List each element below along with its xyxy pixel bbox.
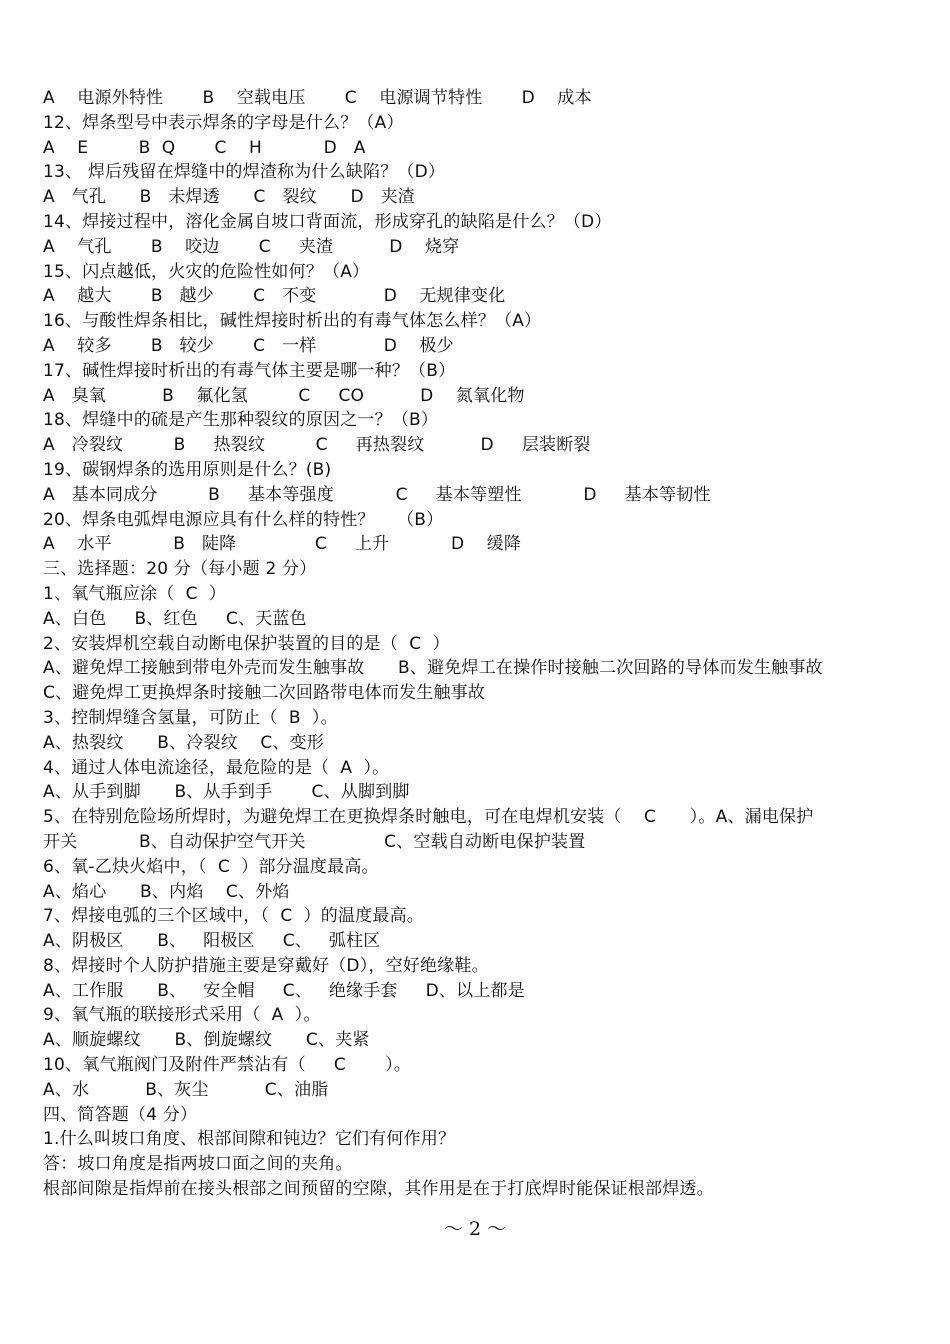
question-line: 8、焊接时个人防护措施主要是穿戴好（D），空好绝缘鞋。 xyxy=(43,955,489,976)
question-line: 1、氧气瓶应涂（ C ） xyxy=(43,583,227,604)
options-line: A、水 B、灰尘 C、油脂 xyxy=(43,1079,329,1100)
question-line: 12、焊条型号中表示焊条的字母是什么？（A） xyxy=(43,112,404,133)
options-line: A 臭氧 B 氟化氢 C CO D 氮氧化物 xyxy=(43,385,525,406)
question-line: 3、控制焊缝含氢量，可防止（ B ）。 xyxy=(43,707,338,728)
answer-line: 答：坡口角度是指两坡口面之间的夹角。 xyxy=(43,1154,353,1175)
question-line: 18、焊缝中的硫是产生那种裂纹的原因之一？（B） xyxy=(43,410,439,431)
question-line: 14、焊接过程中，溶化金属自坡口背面流，形成穿孔的缺陷是什么？（D） xyxy=(43,211,612,232)
options-line: A 冷裂纹 B 热裂纹 C 再热裂纹 D 层装断裂 xyxy=(43,435,591,456)
answer-line: 根部间隙是指焊前在接头根部之间预留的空隙，其作用是在于打底焊时能保证根部焊透。 xyxy=(43,1179,714,1200)
question-line: 20、焊条电弧焊电源应具有什么样的特性？ （B） xyxy=(43,509,444,530)
question-line: 7、焊接电弧的三个区域中，（ C ）的温度最高。 xyxy=(43,906,425,927)
text-line: A 电源外特性 B 空载电压 C 电源调节特性 D 成本 xyxy=(43,88,592,108)
question-line: 9、氧气瓶的联接形式采用（ A ）。 xyxy=(43,1005,321,1026)
options-line: C、避免焊工更换焊条时接触二次回路带电体而发生触事故 xyxy=(43,683,486,704)
section-heading: 四、简答题（4 分） xyxy=(43,1104,198,1125)
options-line: A 较多 B 较少 C 一样 D 极少 xyxy=(43,335,454,356)
options-line: A、阴极区 B、 阳极区 C、 弧柱区 xyxy=(43,931,381,952)
options-line: A 气孔 B 未焊透 C 裂纹 D 夹渣 xyxy=(43,187,415,208)
options-line: A E B Q C H D A xyxy=(43,137,366,158)
options-line: A、避免焊工接触到带电外壳而发生触事故 B、避免焊工在操作时接触二次回路的导体而发生触事故 xyxy=(43,658,823,679)
question-line: 6、氧-乙炔火焰中，（ C ）部分温度最高。 xyxy=(43,856,379,877)
question-line: 4、通过人体电流途径，最危险的是（ A ）。 xyxy=(43,757,390,778)
document-body xyxy=(43,86,913,1202)
options-line: A、工作服 B、 安全帽 C、 绝缘手套 D、以上都是 xyxy=(43,980,525,1001)
options-line: A 气孔 B 咬边 C 夹渣 D 烧穿 xyxy=(43,236,460,257)
question-line: 17、碱性焊接时析出的有毒气体主要是哪一种？（B） xyxy=(43,360,456,381)
options-line: A、顺旋螺纹 B、倒旋螺纹 C、夹紧 xyxy=(43,1030,370,1051)
options-line: 开关 B、自动保护空气开关 C、空载自动断电保护装置 xyxy=(43,831,586,852)
options-line: A、白色 B、红色 C、天蓝色 xyxy=(43,608,307,629)
section-heading: 三、选择题：20 分（每小题 2 分） xyxy=(43,559,317,580)
question-line: 16、与酸性焊条相比，碱性焊接时析出的有毒气体怎么样？（A） xyxy=(43,311,542,332)
question-line: 2、安装焊机空载自动断电保护装置的目的是（ C ） xyxy=(43,633,450,654)
options-line: A、从手到脚 B、从手到手 C、从脚到脚 xyxy=(43,782,410,803)
options-line: A 基本同成分 B 基本等强度 C 基本等塑性 D 基本等韧性 xyxy=(43,484,711,505)
question-line: 1.什么叫坡口角度、根部间隙和钝边？它们有何作用？ xyxy=(43,1129,456,1150)
question-line: 15、闪点越低，火灾的危险性如何？（A） xyxy=(43,261,370,282)
page-number: ～ 2 ～ xyxy=(443,1218,507,1240)
question-line: 10、氧气瓶阀门及附件严禁沾有（ C ）。 xyxy=(43,1055,412,1076)
question-line: 19、碳钢焊条的选用原则是什么？(B) xyxy=(43,459,332,480)
options-line: A 水平 B 陡降 C 上升 D 缓降 xyxy=(43,534,522,555)
question-line: 5、在特别危险场所焊时，为避免焊工在更换焊条时触电，可在电焊机安装（ C ）。A、漏电保护 xyxy=(43,807,814,828)
options-line: A、热裂纹 B、冷裂纹 C、变形 xyxy=(43,732,324,753)
options-line: A、焰心 B、内焰 C、外焰 xyxy=(43,881,290,902)
question-line: 13、 焊后残留在焊缝中的焊渣称为什么缺陷？（D） xyxy=(43,162,446,183)
options-line: A 越大 B 越少 C 不变 D 无规律变化 xyxy=(43,286,506,307)
